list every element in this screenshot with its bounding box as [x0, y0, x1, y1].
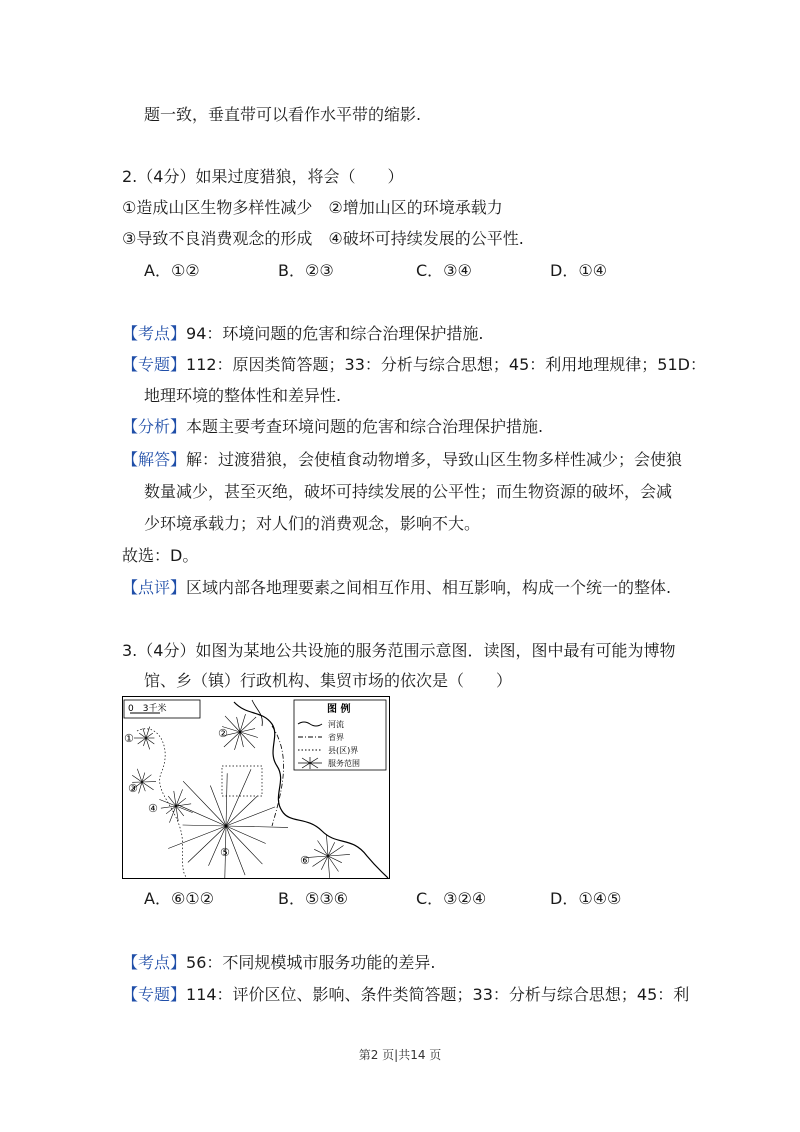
marker-3: ③: [128, 782, 138, 795]
q3-kaodian: [122, 952, 435, 974]
q2-option-a: A．①②: [144, 261, 200, 280]
q2-option-c: C．③④: [416, 261, 472, 280]
zhuanti-text: 112：原因类简答题；33：分析与综合思想；45：利用地理规律；51D：: [186, 355, 706, 374]
q2-kaodian: [122, 323, 483, 345]
q2-jieda-cont2: 少环境承载力；对人们的消费观念，影响不大。: [144, 514, 481, 533]
marker-6: ⑥: [300, 854, 310, 867]
q3-stem-2: 馆、乡（镇）行政机构、集贸市场的依次是（ ）: [144, 671, 513, 690]
q3-option-b: B．⑤③⑥: [278, 889, 349, 908]
legend-title: 图 例: [327, 704, 351, 715]
q2-items-line1: ①造成山区生物多样性减少 ②增加山区的环境承载力: [122, 198, 503, 217]
q3-zhuanti-tag: 【专题】: [122, 985, 187, 1004]
marker-2: ②: [218, 727, 228, 740]
page-footer: 第2 页|共14 页: [358, 1048, 442, 1062]
legend-river: 河流: [328, 720, 344, 729]
fenxi-tag: 【分析】: [122, 417, 187, 436]
q2-zhuanti: [122, 354, 706, 376]
kaodian-tag: 【考点】: [122, 324, 187, 343]
q1-tail-text: 题一致，垂直带可以看作水平带的缩影.: [144, 105, 422, 124]
q3-option-a: A．⑥①②: [144, 889, 214, 908]
q2-fenxi: [122, 416, 543, 438]
q2-jieda-cont1: 数量减少，甚至灭绝，破坏可持续发展的公平性；而生物资源的破坏，会减: [144, 482, 673, 501]
q3-stem-1: 3.（4分）如图为某地公共设施的服务范围示意图．读图，图中最有可能为博物: [122, 641, 676, 660]
jieda-tag: 【解答】: [122, 450, 187, 469]
q2-stem: 2.（4分）如果过度猎狼，将会（ ）: [122, 167, 404, 186]
q2-answer: 故选：D。: [122, 546, 199, 565]
q2-items-line2: ③导致不良消费观念的形成 ④破坏可持续发展的公平性.: [122, 229, 524, 248]
dianping-tag: 【点评】: [122, 578, 187, 597]
q3-kaodian-tag: 【考点】: [122, 953, 187, 972]
zhuanti-tag: 【专题】: [122, 355, 187, 374]
legend-county: 县(区)界: [328, 746, 359, 755]
q3-zhuanti-text: 114：评价区位、影响、条件类简答题；33：分析与综合思想；45：利: [186, 985, 690, 1004]
scale-label: 0 3千米: [128, 704, 167, 714]
legend-province: 省界: [328, 733, 344, 742]
q2-option-d: D．①④: [550, 261, 608, 280]
q2-zhuanti-cont: 地理环境的整体性和差异性.: [144, 386, 342, 405]
marker-1: ①: [124, 732, 134, 745]
q3-option-d: D．①④⑤: [550, 889, 622, 908]
q2-option-b: B．②③: [278, 261, 334, 280]
legend-service: 服务范围: [328, 759, 360, 768]
kaodian-text: 94：环境问题的危害和综合治理保护措施.: [186, 324, 484, 343]
jieda-text: 解：过渡猎狼，会使植食动物增多，导致山区生物多样性减少；会使狼: [186, 450, 683, 469]
marker-5: ⑤: [220, 846, 230, 859]
q3-zhuanti: [122, 984, 689, 1006]
q2-dianping: [122, 577, 671, 599]
q3-option-c: C．③②④: [416, 889, 487, 908]
marker-4: ④: [148, 802, 158, 815]
service-range-map: [122, 696, 390, 879]
q2-jieda: [122, 449, 682, 471]
fenxi-text: 本题主要考查环境问题的危害和综合治理保护措施.: [186, 417, 544, 436]
dianping-text: 区域内部各地理要素之间相互作用、相互影响，构成一个统一的整体.: [186, 578, 672, 597]
q3-kaodian-text: 56：不同规模城市服务功能的差异.: [186, 953, 436, 972]
